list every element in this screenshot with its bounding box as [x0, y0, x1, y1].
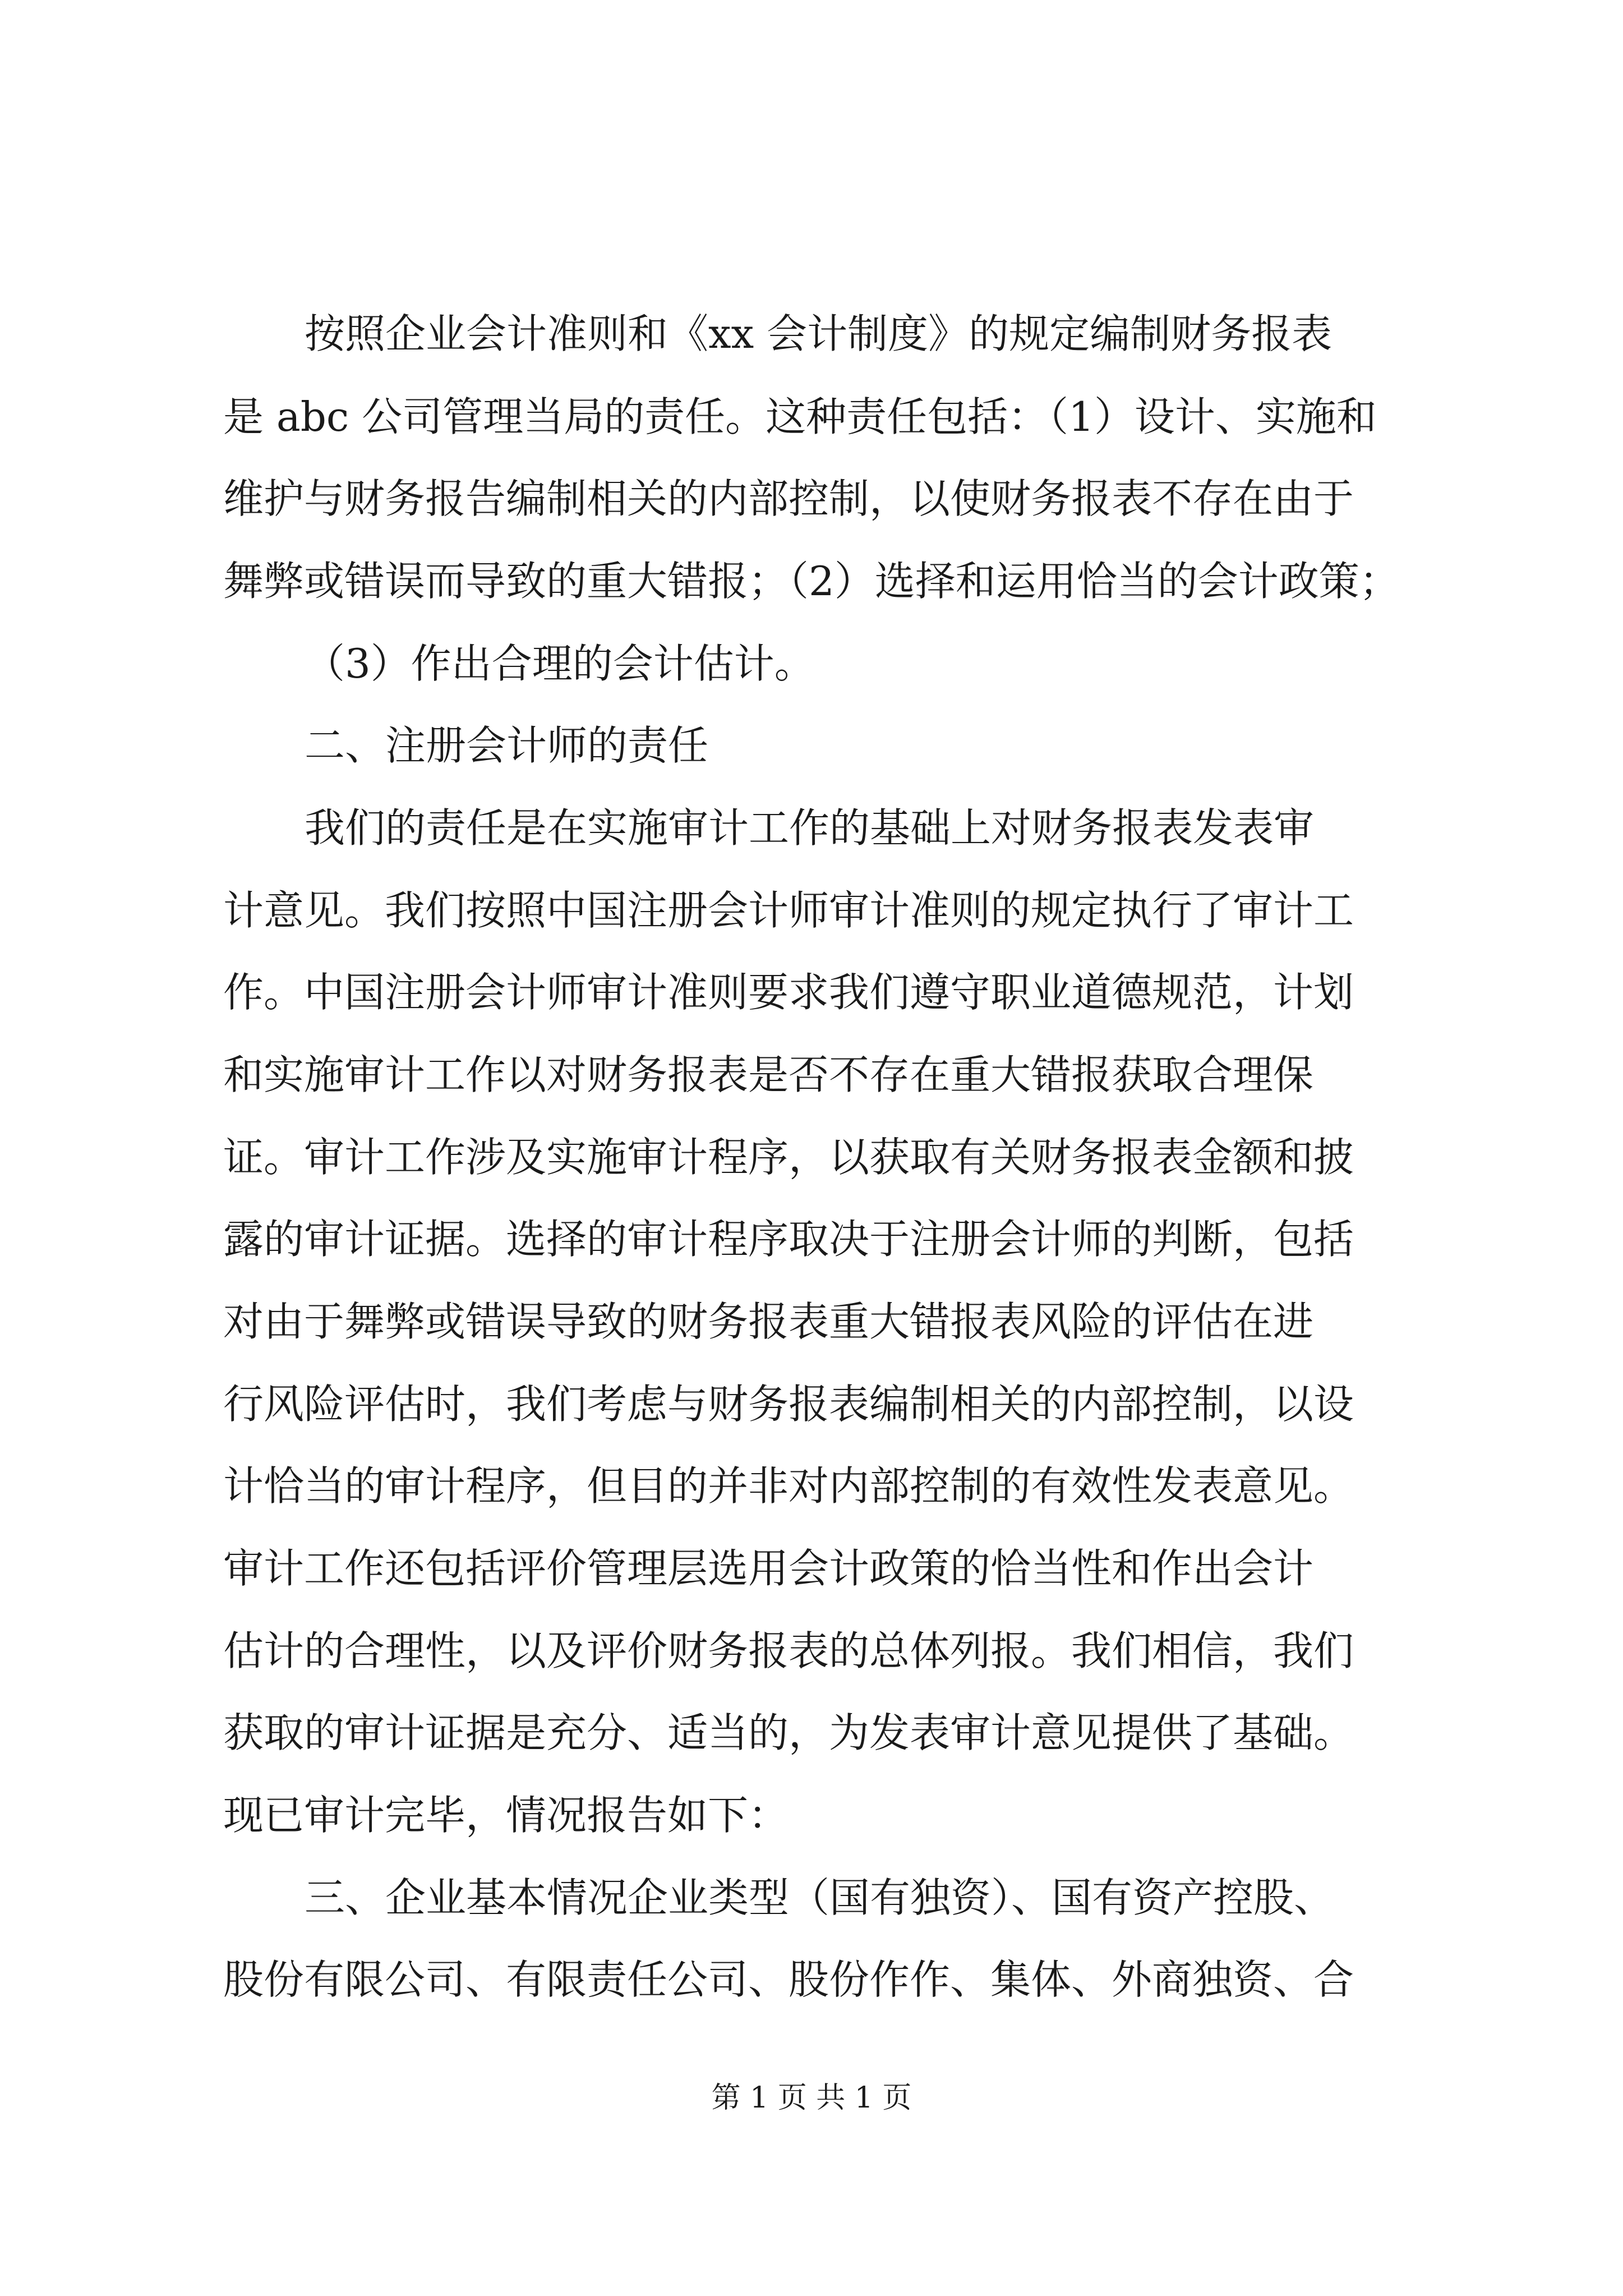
text-line — [0, 1609, 1623, 1693]
line-text: 按照企业会计准则和《xx 会计制度》的规定编制财务报表 — [305, 310, 1332, 357]
text-line — [0, 1444, 1623, 1528]
text-line — [0, 622, 1623, 706]
line-text: （3）作出合理的会计估计。 — [305, 640, 815, 687]
line-text: 三、企业基本情况企业类型（国有独资）、国有资产控股、 — [305, 1874, 1335, 1921]
line-text: 是 abc 公司管理当局的责任。这种责任包括：（1）设计、实施和 — [223, 393, 1377, 440]
text-line — [0, 457, 1623, 541]
line-text: 股份有限公司、有限责任公司、股份作作、集体、外商独资、合 — [223, 1956, 1354, 2003]
text-line — [0, 375, 1623, 459]
line-text: 计意见。我们按照中国注册会计师审计准则的规定执行了审计工 — [223, 887, 1354, 934]
page-number: 第 1 页 共 1 页 — [711, 2081, 912, 2115]
line-text: 现已审计完毕，情况报告如下： — [223, 1792, 789, 1839]
line-text: 维护与财务报告编制相关的内部控制，以使财务报表不存在由于 — [223, 475, 1354, 522]
text-line — [0, 786, 1623, 870]
line-text: 计恰当的审计程序，但目的并非对内部控制的有效性发表意见。 — [223, 1462, 1354, 1510]
line-text: 舞弊或错误而导致的重大错报；（2）选择和运用恰当的会计政策； — [223, 558, 1400, 605]
text-line — [0, 950, 1623, 1034]
section-heading — [0, 703, 1623, 788]
line-text: 对由于舞弊或错误导致的财务报表重大错报表风险的评估在进 — [223, 1298, 1314, 1345]
line-text: 和实施审计工作以对财务报表是否不存在重大错报获取合理保 — [223, 1051, 1314, 1098]
text-line — [0, 292, 1623, 376]
line-text: 二、注册会计师的责任 — [305, 722, 709, 769]
text-line — [0, 1362, 1623, 1446]
text-line — [0, 1938, 1623, 2022]
line-text: 我们的责任是在实施审计工作的基础上对财务报表发表审 — [305, 804, 1315, 852]
line-text: 证。审计工作涉及实施审计程序，以获取有关财务报表金额和披 — [223, 1134, 1354, 1181]
line-text: 获取的审计证据是充分、适当的，为发表审计意见提供了基础。 — [223, 1709, 1354, 1756]
text-line — [0, 1033, 1623, 1117]
line-text: 行风险评估时，我们考虑与财务报表编制相关的内部控制，以设 — [223, 1381, 1354, 1428]
text-line — [0, 1197, 1623, 1281]
text-line — [0, 1115, 1623, 1199]
text-line — [0, 1280, 1623, 1364]
text-line — [0, 539, 1623, 623]
line-text: 作。中国注册会计师审计准则要求我们遵守职业道德规范，计划 — [223, 969, 1354, 1016]
text-line — [0, 1526, 1623, 1611]
line-text: 露的审计证据。选择的审计程序取决于注册会计师的判断，包括 — [223, 1216, 1354, 1263]
section-heading — [0, 1856, 1623, 1940]
page-footer — [0, 2076, 1623, 2120]
text-line — [0, 1773, 1623, 1857]
line-text: 估计的合理性，以及评价财务报表的总体列报。我们相信，我们 — [223, 1627, 1354, 1674]
line-text: 审计工作还包括评价管理层选用会计政策的恰当性和作出会计 — [223, 1545, 1314, 1592]
text-line — [0, 868, 1623, 953]
text-line — [0, 1691, 1623, 1775]
